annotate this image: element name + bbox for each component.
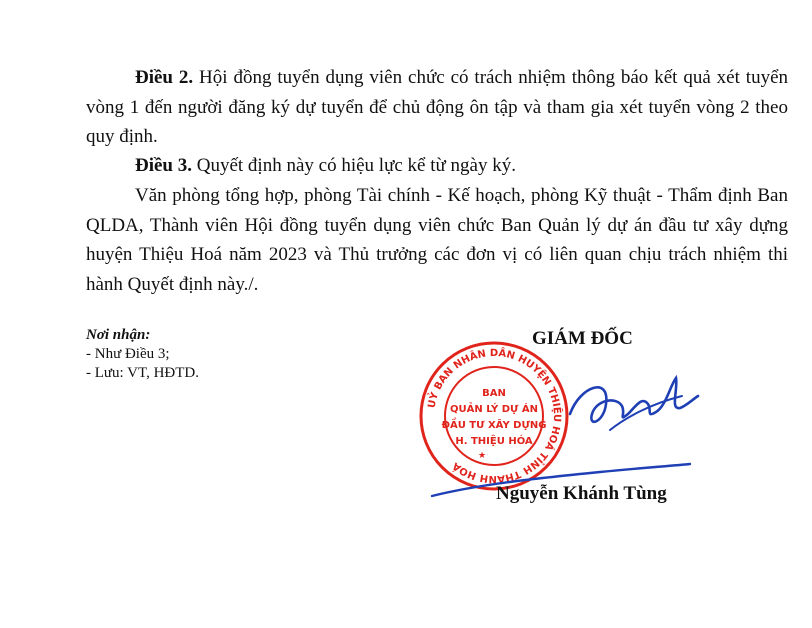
article-2-label: Điều 2. xyxy=(135,67,194,88)
article-2-paragraph xyxy=(86,63,788,152)
article-3-text: Quyết định này có hiệu lực kể từ ngày ký. xyxy=(192,155,516,176)
recipient-item: - Lưu: VT, HĐTD. xyxy=(86,365,199,381)
signer-name: Nguyễn Khánh Tùng xyxy=(496,483,667,504)
seal-line-2: QUẢN LÝ DỰ ÁN xyxy=(450,404,538,415)
recipients-block xyxy=(86,326,199,383)
recipient-item: - Như Điều 3; xyxy=(86,346,170,362)
seal-star-icon: ★ xyxy=(478,451,487,461)
recipients-title: Nơi nhận: xyxy=(86,327,151,343)
seal-line-4: H. THIỆU HÓA xyxy=(455,436,533,447)
execution-paragraph: Văn phòng tổng hợp, phòng Tài chính - Kế hoạch, phòng Kỹ thuật - Thẩm định Ban QLDA, Thành viên Hội đồng tuyển dụng viên chức Ban Quản lý dự án đầu tư xây dựng huyện Thiệu Hoá năm 2023 và Thủ trưởng các đơn vị có liên quan chịu trách nhiệm thi hành Quyết định này./. xyxy=(86,185,788,295)
seal-line-3: ĐẦU TƯ XÂY DỰNG xyxy=(441,420,547,431)
article-3-paragraph xyxy=(86,151,788,181)
position-title: GIÁM ĐỐC xyxy=(532,328,633,349)
seal-line-1: BAN xyxy=(482,388,506,399)
article-3-label: Điều 3. xyxy=(135,155,192,176)
article-2-text: Hội đồng tuyển dụng viên chức có trách nhiệm thông báo kết quả xét tuyển vòng 1 đến người đăng ký dự tuyển để chủ động ôn tập và tham gia xét tuyển vòng 2 theo quy định. xyxy=(86,67,788,147)
seal-outer-text: UỶ BAN NHÂN DÂN HUYỆN THIỆU HOÁ TỈNH THANH HOÁ xyxy=(426,347,563,485)
